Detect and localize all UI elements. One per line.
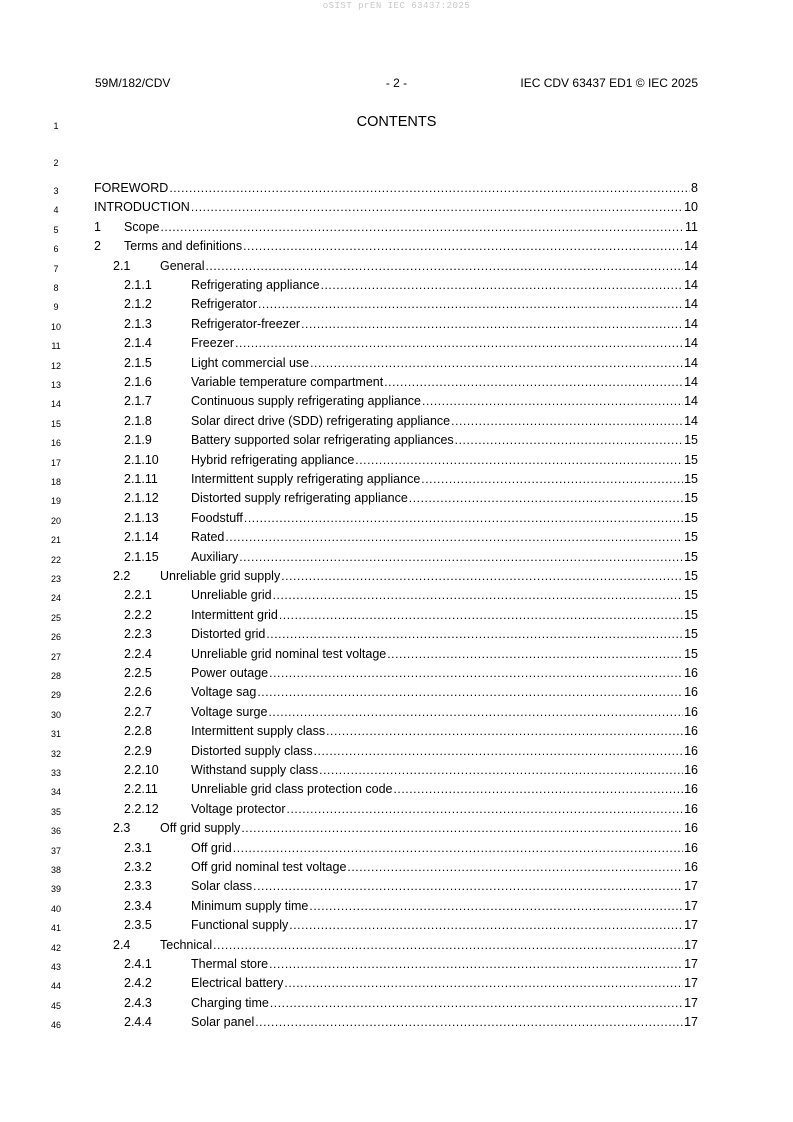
toc-entry-page: 8 (691, 181, 698, 195)
toc-entry-number: 2.2.7 (124, 704, 152, 719)
toc-entry[interactable] (124, 413, 698, 429)
toc-entry-number: 2.1.4 (124, 336, 152, 351)
line-number: 33 (50, 768, 61, 778)
line-number: 10 (50, 321, 61, 332)
line-number: 44 (50, 981, 61, 992)
toc-entry-number: 2.2.12 (124, 801, 159, 816)
toc-entry[interactable] (124, 607, 698, 623)
toc-entry-page: 15 (684, 433, 698, 448)
toc-entry-page: 14 (684, 355, 698, 370)
line-number: 15 (50, 418, 61, 429)
line-number: 39 (50, 884, 61, 895)
toc-entry-title: Unreliable grid class protection code (191, 782, 393, 797)
line-number: 24 (50, 593, 61, 604)
toc-entry-number: 2.2.2 (124, 607, 152, 622)
line-number: 7 (53, 263, 59, 274)
dot-leader (269, 956, 683, 972)
dot-leader (387, 646, 683, 662)
toc-entry-title: Voltage protector (191, 801, 286, 816)
toc-entry[interactable] (124, 684, 698, 700)
toc-entry-page: 16 (684, 666, 698, 680)
toc-entry-number: 2.1.9 (124, 433, 152, 448)
line-number: 46 (50, 1020, 61, 1031)
line-number: 35 (50, 806, 61, 817)
toc-entry-page: 17 (684, 898, 698, 913)
line-number: 45 (50, 1000, 61, 1011)
dot-leader (243, 238, 683, 254)
toc-entry-page: 14 (684, 297, 698, 312)
toc-entry[interactable] (124, 452, 698, 468)
toc-entry-title: Distorted supply refrigerating appliance (191, 491, 408, 506)
toc-entry-number: 2.2.11 (124, 782, 158, 797)
toc-entry-page: 14 (684, 394, 698, 409)
dot-leader (309, 898, 683, 914)
toc-entry-page: 10 (684, 200, 698, 215)
line-number: 4 (53, 205, 59, 216)
dot-leader (314, 743, 684, 759)
line-number: 12 (50, 360, 61, 371)
toc-entry-page: 15 (684, 607, 698, 622)
line-number: 5 (53, 224, 59, 235)
toc-entry-title: Intermittent grid (191, 607, 278, 622)
toc-entry[interactable] (124, 781, 698, 797)
toc-entry-title: Solar class (191, 879, 253, 894)
line-number: 29 (50, 690, 61, 701)
toc-entry-title: Charging time (191, 995, 269, 1010)
toc-entry-title: Refrigerator (191, 297, 257, 312)
toc-entry-page: 14 (684, 316, 698, 331)
dot-leader (239, 549, 683, 565)
toc-entry[interactable] (94, 180, 698, 196)
dot-leader (257, 684, 683, 700)
page-title: CONTENTS (356, 114, 437, 130)
toc-entry-page: 16 (684, 821, 698, 836)
toc-entry-page: 16 (684, 782, 698, 797)
dot-leader (255, 1014, 683, 1030)
toc-entry[interactable] (124, 626, 698, 642)
toc-entry-title: Scope (124, 219, 160, 234)
dot-leader (310, 355, 683, 371)
dot-leader (160, 219, 684, 235)
dot-leader (284, 975, 683, 991)
dot-leader (273, 587, 683, 603)
toc-entry-title: FOREWORD (94, 181, 169, 195)
toc-entry-number: 2.3.5 (124, 918, 152, 933)
toc-entry[interactable] (124, 743, 698, 759)
toc-entry-title: Off grid (191, 840, 232, 855)
toc-entry-page: 16 (684, 704, 698, 719)
dot-leader (355, 452, 683, 468)
line-number: 19 (50, 496, 61, 507)
toc-entry-title: Electrical battery (191, 976, 284, 991)
line-number: 16 (50, 438, 61, 449)
dot-leader (281, 568, 683, 584)
toc-entry-number: 2.1.2 (124, 297, 152, 312)
toc-entry-title: Distorted grid (191, 627, 266, 642)
toc-entry[interactable] (124, 432, 698, 448)
dot-leader (321, 277, 684, 293)
toc-entry-page: 17 (684, 918, 698, 933)
toc-entry-page: 15 (684, 569, 698, 583)
toc-entry-number: 2.3.2 (124, 860, 152, 874)
line-number: 34 (50, 787, 61, 798)
toc-entry[interactable] (124, 859, 698, 875)
toc-entry-number: 2.1.12 (124, 491, 159, 506)
toc-entry-page: 16 (684, 743, 698, 758)
toc-entry-page: 17 (684, 976, 698, 991)
dot-leader (241, 820, 683, 836)
line-number: 28 (50, 671, 61, 681)
toc-entry-page: 17 (684, 957, 698, 971)
toc-entry[interactable] (124, 704, 698, 720)
toc-entry-number: 2.2 (113, 569, 131, 583)
toc-entry-page: 15 (684, 530, 698, 545)
toc-entry-number: 2.2.4 (124, 646, 152, 661)
toc-entry-number: 2.4.3 (124, 995, 152, 1010)
toc-entry[interactable] (124, 529, 698, 545)
toc-entry-page: 14 (684, 375, 698, 389)
dot-leader (319, 762, 683, 778)
toc-entry-page: 14 (684, 258, 698, 273)
toc-entry[interactable] (124, 490, 698, 506)
line-number: 26 (50, 632, 61, 643)
toc-entry[interactable] (124, 917, 698, 933)
toc-entry-page: 16 (684, 763, 698, 777)
toc-entry-page: 14 (684, 239, 698, 254)
toc-entry-number: 2.2.1 (124, 588, 152, 603)
toc-entry-page: 16 (684, 801, 698, 816)
toc-entry[interactable] (124, 355, 698, 371)
toc-entry-number: 2.1.10 (124, 452, 159, 467)
toc-entry[interactable] (124, 665, 698, 681)
line-number: 9 (53, 302, 59, 313)
dot-leader (266, 626, 683, 642)
toc-entry-title: Freezer (191, 336, 235, 351)
dot-leader (279, 607, 683, 623)
toc-entry-title: Continuous supply refrigerating appliance (191, 394, 422, 409)
dot-leader (205, 258, 683, 274)
toc-entry-title: Off grid supply (160, 821, 241, 836)
line-number: 14 (50, 399, 61, 410)
toc-entry-title: Technical (160, 937, 213, 952)
toc-entry[interactable] (124, 316, 698, 332)
toc-entry-number: 2.2.6 (124, 685, 152, 700)
toc-entry-number: 2.3.3 (124, 879, 152, 894)
dot-leader (253, 878, 683, 894)
toc-entry-title: Functional supply (191, 918, 289, 933)
dot-leader (244, 510, 683, 526)
toc-entry[interactable] (124, 335, 698, 351)
toc-entry-number: 2.4.1 (124, 957, 152, 971)
document-reference: 59M/182/CDV (95, 76, 171, 90)
line-number: 23 (50, 574, 61, 584)
toc-entry[interactable] (124, 1014, 698, 1030)
dot-leader (451, 413, 683, 429)
toc-entry[interactable] (113, 568, 698, 584)
toc-entry-page: 15 (684, 627, 698, 642)
toc-entry[interactable] (124, 587, 698, 603)
toc-entry[interactable] (94, 199, 698, 215)
toc-entry[interactable] (124, 277, 698, 293)
toc-entry-title: Solar panel (191, 1015, 255, 1030)
toc-entry-number: 2.1 (113, 258, 131, 273)
toc-entry-title: Solar direct drive (SDD) refrigerating appliance (191, 413, 451, 428)
toc-entry-title: Hybrid refrigerating appliance (191, 452, 355, 467)
toc-entry-page: 16 (684, 724, 698, 739)
dot-leader (225, 529, 683, 545)
dot-leader (270, 995, 683, 1011)
toc-entry-title: Rated (191, 530, 225, 545)
dot-leader (421, 471, 683, 487)
dot-leader (384, 374, 683, 390)
line-number: 31 (50, 729, 61, 740)
toc-entry[interactable] (94, 238, 698, 254)
dot-leader (347, 859, 683, 875)
dot-leader (394, 781, 684, 797)
toc-entry-number: 2.1.3 (124, 316, 152, 331)
toc-entry-number: 2.3 (113, 821, 131, 836)
line-number: 8 (53, 283, 59, 293)
toc-entry-page: 15 (684, 588, 698, 603)
toc-entry-number: 2.3.4 (124, 898, 152, 913)
toc-entry[interactable] (113, 258, 698, 274)
toc-entry-title: Light commercial use (191, 355, 310, 370)
toc-entry-page: 16 (684, 840, 698, 855)
toc-entry-page: 14 (684, 413, 698, 428)
dot-leader (326, 723, 683, 739)
dot-leader (169, 180, 690, 196)
toc-entry-title: Withstand supply class (191, 763, 319, 777)
toc-entry-number: 2.3.1 (124, 840, 152, 855)
line-number: 37 (50, 845, 61, 856)
dot-leader (213, 937, 683, 953)
toc-entry-title: Refrigerator-freezer (191, 316, 301, 331)
toc-entry-title: Unreliable grid supply (160, 569, 281, 583)
toc-entry-number: 2.2.8 (124, 724, 152, 739)
toc-entry-page: 11 (685, 219, 698, 234)
dot-leader (191, 199, 683, 215)
toc-entry-number: 2.2.9 (124, 743, 152, 758)
toc-entry-title: INTRODUCTION (94, 200, 190, 215)
toc-entry-title: Thermal store (191, 957, 269, 971)
line-number: 6 (53, 244, 59, 255)
toc-entry[interactable] (124, 801, 698, 817)
toc-entry[interactable] (124, 898, 698, 914)
toc-entry-page: 15 (684, 491, 698, 506)
toc-entry-page: 15 (684, 646, 698, 661)
line-number: 43 (50, 962, 61, 972)
toc-entry[interactable] (124, 975, 698, 991)
line-number: 41 (50, 923, 61, 934)
toc-entry-number: 2.2.5 (124, 666, 152, 680)
toc-entry-title: Intermittent supply class (191, 724, 326, 739)
toc-entry[interactable] (124, 646, 698, 662)
line-number: 36 (50, 826, 61, 837)
toc-entry-title: Power outage (191, 666, 269, 680)
toc-entry-title: Minimum supply time (191, 898, 309, 913)
toc-entry[interactable] (94, 219, 698, 235)
toc-entry-page: 15 (684, 549, 698, 564)
toc-entry[interactable] (113, 820, 698, 836)
toc-entry-page: 15 (684, 472, 698, 486)
line-number: 40 (50, 903, 61, 914)
toc-entry[interactable] (124, 723, 698, 739)
toc-entry[interactable] (124, 510, 698, 526)
dot-leader (409, 490, 683, 506)
toc-entry-title: Terms and definitions (124, 239, 243, 254)
dot-leader (233, 840, 683, 856)
toc-entry-page: 17 (684, 937, 698, 952)
line-number: 1 (53, 121, 59, 131)
toc-entry-title: Voltage surge (191, 704, 268, 719)
toc-entry-page: 14 (684, 278, 698, 292)
line-number: 38 (50, 865, 61, 875)
line-number: 25 (50, 612, 61, 623)
dot-leader (268, 704, 683, 720)
line-number: 11 (51, 341, 61, 352)
toc-entry-number: 2.4 (113, 937, 131, 952)
toc-entry-page: 15 (684, 510, 698, 525)
line-number: 27 (50, 651, 61, 662)
dot-leader (455, 432, 683, 448)
toc-entry[interactable] (124, 762, 698, 778)
line-number: 13 (50, 380, 61, 390)
line-number: 17 (50, 457, 61, 468)
toc-entry[interactable] (124, 840, 698, 856)
line-number: 30 (50, 709, 61, 720)
dot-leader (422, 393, 683, 409)
toc-entry-title: Unreliable grid nominal test voltage (191, 646, 387, 661)
line-number: 22 (50, 554, 61, 565)
line-number: 3 (53, 186, 59, 196)
toc-entry-number: 2.1.6 (124, 375, 152, 389)
toc-entry-title: Foodstuff (191, 510, 243, 525)
toc-entry[interactable] (113, 937, 698, 953)
toc-entry-number: 2.1.13 (124, 510, 159, 525)
dot-leader (269, 665, 683, 681)
toc-entry-title: Refrigerating appliance (191, 278, 320, 292)
toc-entry-number: 2.1.5 (124, 355, 152, 370)
toc-entry[interactable] (124, 374, 698, 390)
toc-entry-page: 17 (684, 995, 698, 1010)
page-number: - 2 - (385, 76, 408, 90)
toc-entry-page: 16 (684, 860, 698, 874)
dot-leader (258, 296, 683, 312)
toc-entry-number: 2.1.15 (124, 549, 159, 564)
toc-entry[interactable] (124, 549, 698, 565)
toc-entry-number: 2.4.4 (124, 1015, 152, 1030)
dot-leader (287, 801, 684, 817)
toc-entry-number: 2.1.7 (124, 394, 152, 409)
toc-entry-title: Unreliable grid (191, 588, 272, 603)
toc-entry-title: Off grid nominal test voltage (191, 860, 347, 874)
toc-entry-page: 15 (684, 452, 698, 467)
toc-entry-title: Battery supported solar refrigerating appliances (191, 433, 454, 448)
toc-entry-number: 2.4.2 (124, 976, 152, 991)
toc-entry-title: Auxiliary (191, 549, 239, 564)
toc-entry[interactable] (124, 471, 698, 487)
toc-entry-number: 2.2.10 (124, 763, 159, 777)
toc-entry-page: 16 (684, 685, 698, 700)
line-number: 20 (50, 515, 61, 526)
toc-entry-number: 1 (94, 219, 101, 234)
toc-entry[interactable] (124, 956, 698, 972)
toc-entry[interactable] (124, 878, 698, 894)
dot-leader (289, 917, 683, 933)
toc-entry-title: Distorted supply class (191, 743, 313, 758)
toc-entry-number: 2.1.11 (124, 472, 158, 486)
line-number: 2 (53, 158, 59, 168)
toc-entry-title: Variable temperature compartment (191, 375, 384, 389)
line-number: 21 (50, 535, 61, 546)
dot-leader (235, 335, 683, 351)
toc-entry-number: 2.1.14 (124, 530, 159, 545)
line-number: 32 (50, 748, 61, 759)
toc-entry-title: General (160, 258, 205, 273)
dot-leader (301, 316, 683, 332)
toc-entry-number: 2.1.8 (124, 413, 152, 428)
toc-entry-page: 17 (684, 879, 698, 894)
toc-entry-page: 17 (684, 1015, 698, 1030)
toc-entry-title: Voltage sag (191, 685, 257, 700)
watermark: oSIST prEN IEC 63437:2025 (322, 1, 471, 11)
toc-entry-number: 2.2.3 (124, 627, 152, 642)
toc-entry[interactable] (124, 393, 698, 409)
line-number: 42 (50, 942, 61, 953)
toc-entry[interactable] (124, 995, 698, 1011)
toc-entry-number: 2 (94, 239, 101, 254)
toc-entry-title: Intermittent supply refrigerating appliance (191, 472, 421, 486)
toc-entry-number: 2.1.1 (124, 278, 152, 292)
toc-entry[interactable] (124, 296, 698, 312)
copyright-notice: IEC CDV 63437 ED1 © IEC 2025 (520, 76, 698, 90)
line-number: 18 (50, 477, 61, 487)
toc-entry-page: 14 (684, 336, 698, 351)
